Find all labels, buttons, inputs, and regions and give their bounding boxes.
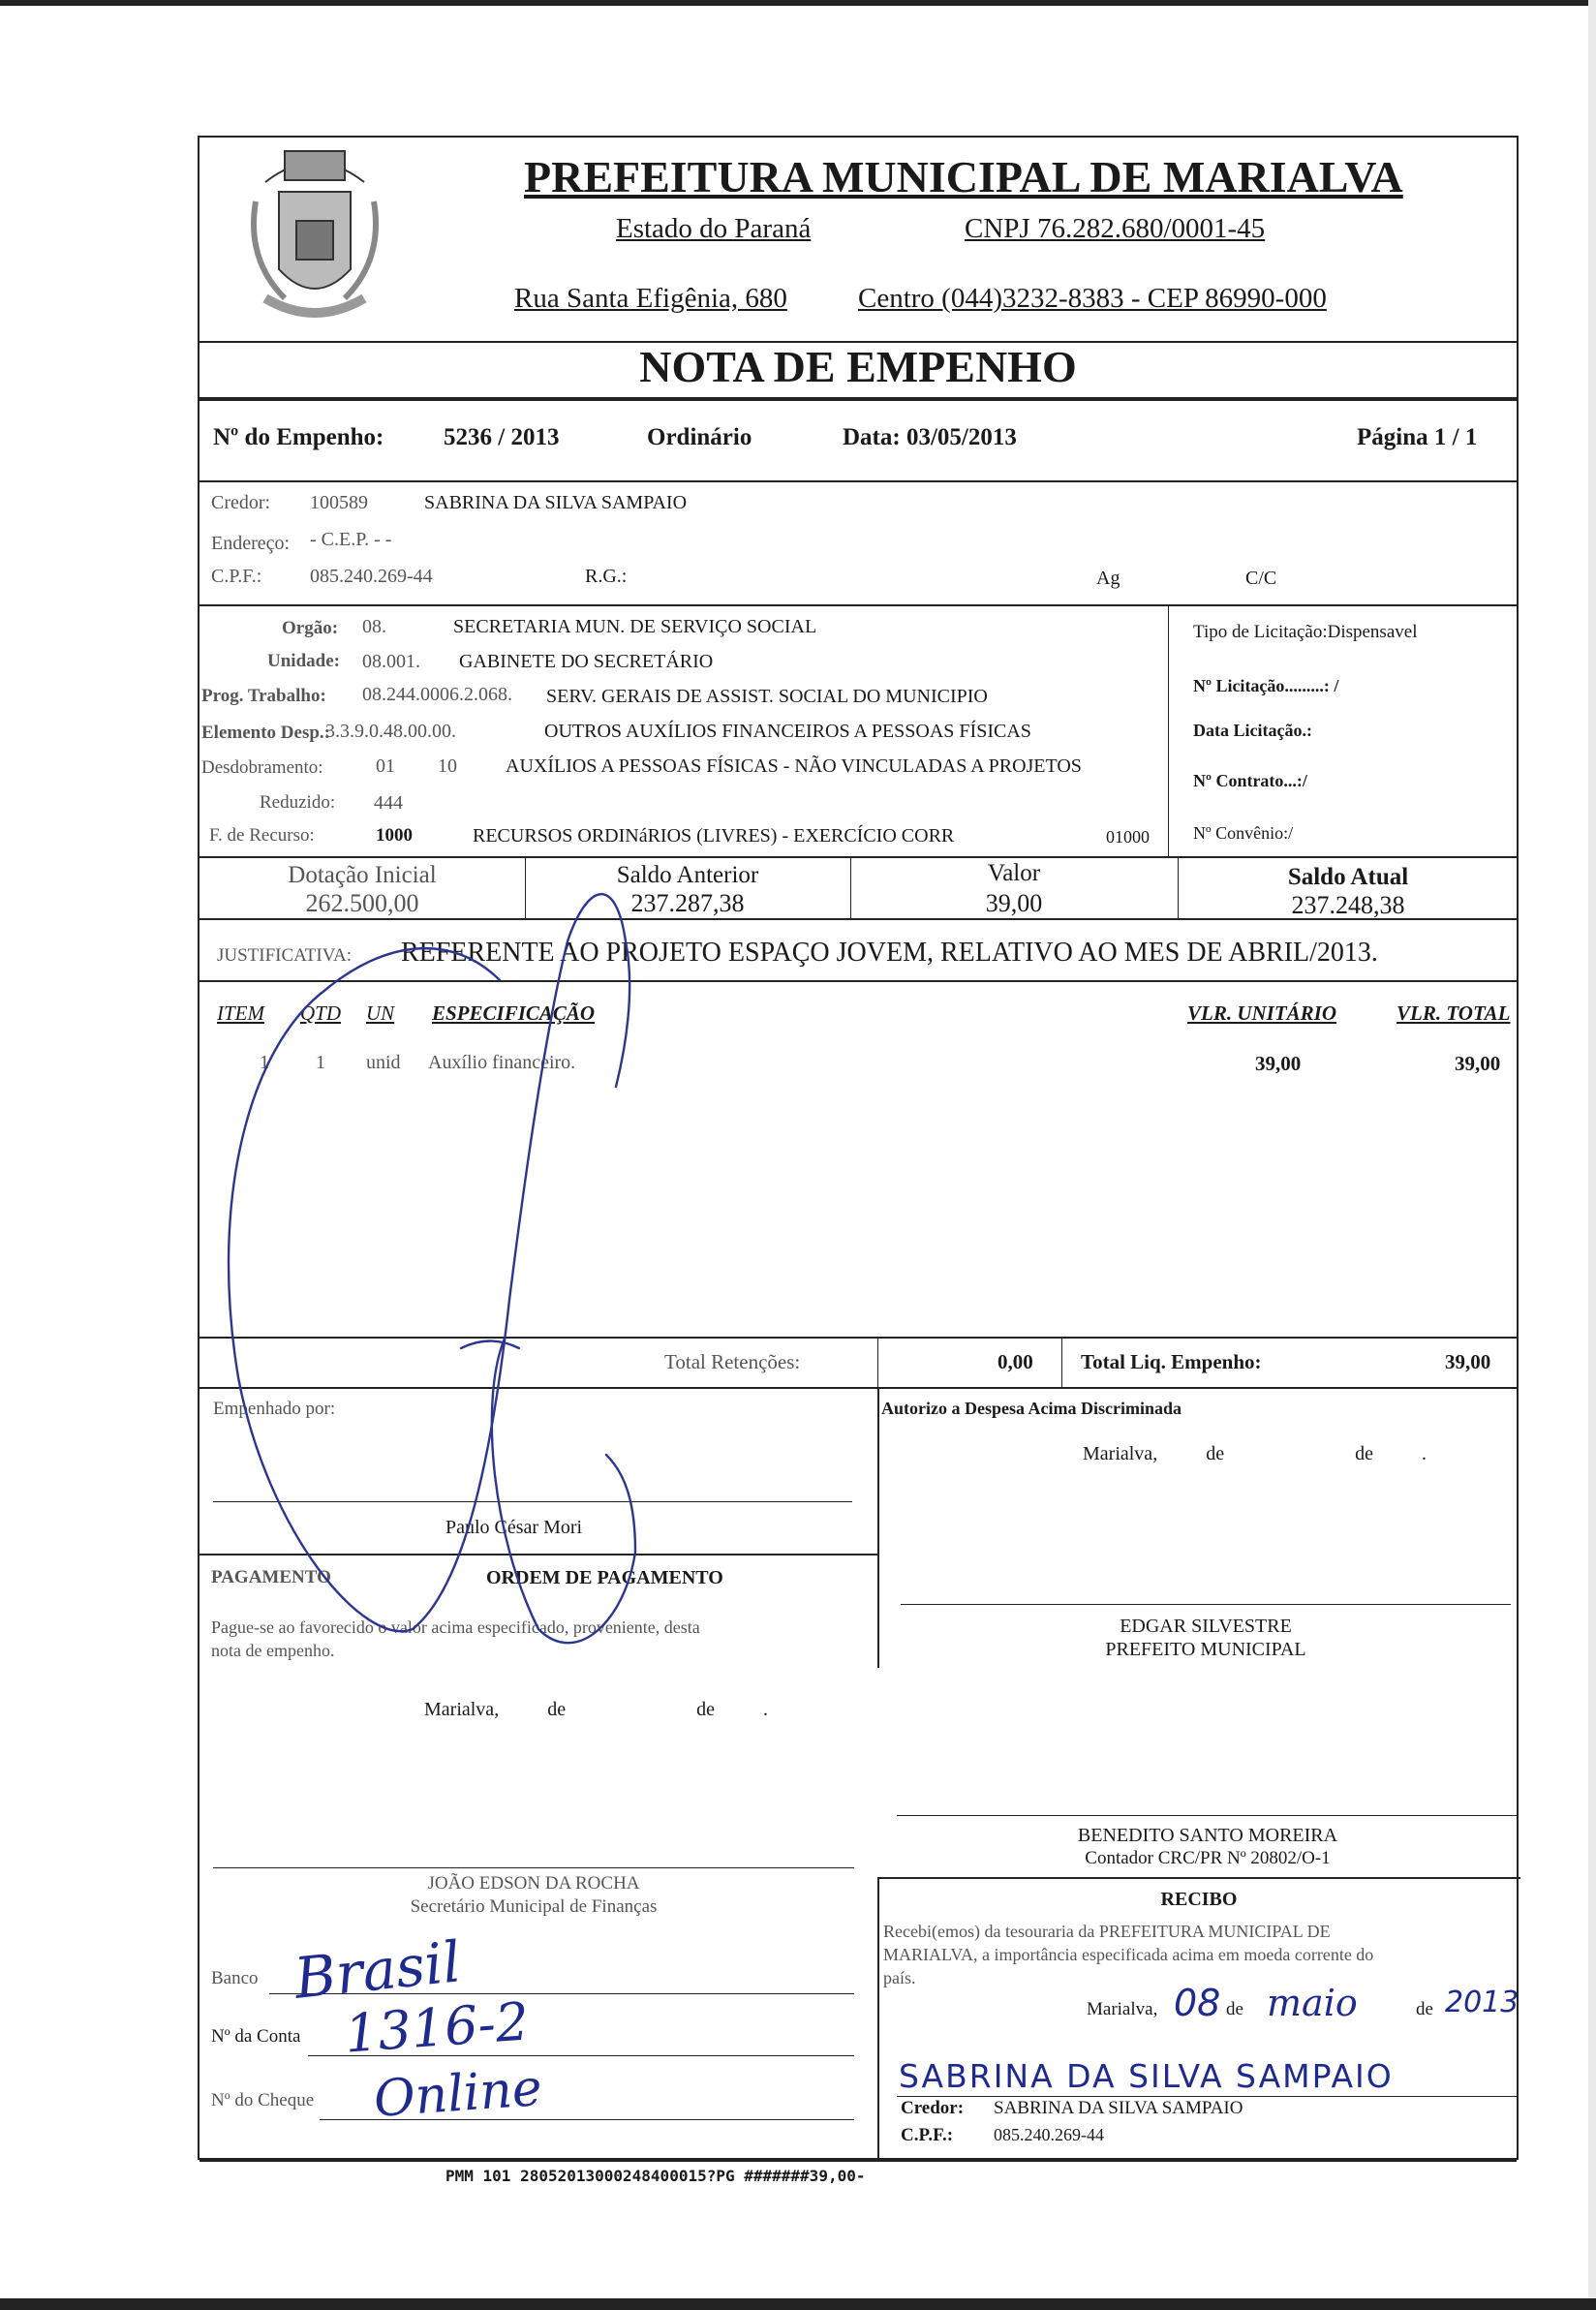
unidade-desc: GABINETE DO SECRETÁRIO [459,651,714,672]
numero-convenio: Nº Convênio:/ [1193,823,1294,843]
prog-code: 08.244.0006.2.068. [362,684,512,705]
justificativa-text: REFERENTE AO PROJETO ESPAÇO JOVEM, RELATIVO AO MES DE ABRIL/2013. [401,938,1378,968]
col-vlr-total: VLR. TOTAL [1396,1001,1511,1025]
elemento-desc: OUTROS AUXÍLIOS FINANCEIROS A PESSOAS FÍSICAS [544,721,1031,742]
col-item: ITEM [217,1001,264,1025]
retencoes-value: 0,00 [998,1350,1033,1373]
credor-code: 100589 [310,492,368,513]
desdobramento-code2: 10 [438,755,457,777]
recibo-de-2: de [1416,1999,1433,2019]
empenhado-name: Paulo César Mori [445,1517,583,1538]
prog-label: Prog. Trabalho: [201,686,326,706]
divider [1061,1337,1062,1387]
recibo-line-3: país. [883,1968,916,1987]
cc-label: C/C [1245,568,1277,589]
col-un: UN [366,1001,395,1025]
recibo-marialva: Marialva, [1087,1999,1158,2019]
cnpj-label: CNPJ 76.282.680/0001-45 [965,213,1266,244]
secretario-name: JOÃO EDSON DA ROCHA [427,1873,640,1894]
recibo-credor-name: SABRINA DA SILVA SAMPAIO [994,2098,1243,2118]
saldo-atual-value: 237.248,38 [1291,891,1405,919]
recibo-line-2: MARIALVA, a importância especificada acima em moeda corrente do [883,1945,1374,1964]
ordem-pagamento-label: ORDEM DE PAGAMENTO [486,1567,723,1588]
empenho-number: 5236 / 2013 [444,424,560,450]
state-label: Estado do Paraná [616,213,812,244]
orgao-code: 08. [362,616,386,637]
recibo-de-1: de [1226,1999,1243,2019]
credor-label: Credor: [211,492,271,513]
desdobramento-code1: 01 [376,755,395,777]
dotacao-value: 262.500,00 [305,889,419,917]
contador-name: BENEDITO SANTO MOREIRA [1077,1825,1338,1846]
scan-right-edge [1588,0,1596,2310]
recibo-line-1: Recebi(emos) da tesouraria da PREFEITURA MUNICIPAL DE [883,1922,1331,1941]
handwritten-recibo-signature: SABRINA DA SILVA SAMPAIO [899,2057,1394,2095]
empenho-date: Data: 03/05/2013 [843,424,1017,450]
divider [877,1877,879,2160]
handwritten-conta: 1316-2 [343,1990,531,2065]
divider [877,1387,879,1668]
retencoes-label: Total Retenções: [664,1350,801,1373]
col-qtd: QTD [300,1001,342,1025]
justificativa-label: JUSTIFICATIVA: [217,945,353,966]
divider [877,1337,878,1387]
rg-label: R.G.: [585,566,628,587]
unidade-code: 08.001. [362,651,420,672]
desdobramento-desc: AUXÍLIOS A PESSOAS FÍSICAS - NÃO VINCULADAS A PROJETOS [506,755,1082,777]
fonte-label: F. de Recurso: [209,825,315,846]
handwritten-cheque: Online [372,2059,544,2129]
cheque-label: Nº do Cheque [211,2090,315,2110]
handwritten-signature-overlay [170,796,848,1668]
signature-line [213,1867,854,1868]
handwritten-banco: Brasil [291,1928,464,2012]
signature-line [901,1604,1511,1605]
divider [200,397,1517,401]
item-row-item: 1 [260,1052,269,1073]
saldo-anterior-label: Saldo Anterior [616,862,759,888]
divider [200,604,1517,606]
empenho-type: Ordinário [647,424,752,450]
cpf-label: C.P.F.: [211,566,262,587]
item-row-total: 39,00 [1455,1052,1501,1075]
pagamento-date-line: Marialva, de de . [424,1699,768,1720]
divider [1168,604,1169,856]
total-liq-value: 39,00 [1445,1350,1491,1373]
signature-line [897,1815,1519,1816]
credor-name: SABRINA DA SILVA SAMPAIO [424,492,688,513]
numero-licitacao: Nº Licitação.........: / [1193,676,1339,695]
contador-title: Contador CRC/PR Nº 20802/O-1 [1085,1848,1331,1868]
empenhado-label: Empenhado por: [213,1399,336,1419]
handwritten-month: maio [1267,1982,1358,2024]
pague-line-1: Pague-se ao favorecido o valor acima especificado, proveniente, desta [211,1617,700,1637]
recibo-cpf-value: 085.240.269-44 [994,2125,1104,2144]
pagamento-label: PAGAMENTO [211,1567,331,1587]
reduzido-value: 444 [374,792,403,814]
saldo-atual-label: Saldo Atual [1287,864,1409,890]
nota-de-empenho-form [198,136,1519,2160]
handwritten-day: 08 [1174,1982,1221,2024]
conta-label: Nº da Conta [211,2026,301,2047]
item-row-espec: Auxílio financeiro. [428,1052,576,1073]
saldo-anterior-value: 237.287,38 [630,889,745,917]
prog-desc: SERV. GERAIS DE ASSIST. SOCIAL DO MUNICIPIO [546,686,988,707]
col-especificacao: ESPECIFICAÇÃO [432,1001,596,1025]
divider [200,480,1517,482]
secretario-title: Secretário Municipal de Finanças [410,1896,658,1917]
banco-label: Banco [211,1968,259,1988]
page-number: Página 1 / 1 [1357,424,1478,450]
coat-of-arms-icon [246,143,384,337]
fonte-code: 1000 [376,825,413,846]
item-row-qtd: 1 [316,1052,325,1073]
autorizo-label: Autorizo a Despesa Acima Discriminada [881,1399,1182,1418]
scan-bottom-edge [0,2298,1596,2310]
fonte-desc: RECURSOS ORDINáRIOS (LIVRES) - EXERCÍCIO CORR [473,825,955,847]
valor-label: Valor [987,860,1041,886]
autorizo-date-line: Marialva, de de . [1083,1443,1427,1464]
recibo-title: RECIBO [1160,1889,1238,1910]
total-liq-label: Total Liq. Empenho: [1081,1350,1262,1373]
scan-top-edge [0,0,1596,6]
signature-line [897,2096,1517,2097]
desdobramento-label: Desdobramento: [201,757,323,778]
divider [200,2160,1517,2162]
item-row-un: unid [366,1052,401,1073]
endereco-value: - C.E.P. - - [310,529,392,550]
prefeito-name: EDGAR SILVESTRE [1120,1616,1292,1637]
elemento-label: Elemento Desp.: [201,723,330,743]
empenho-number-label: Nº do Empenho: [213,424,384,450]
recibo-cpf-label: C.P.F.: [901,2125,954,2145]
unidade-label: Unidade: [267,651,340,671]
cpf-value: 085.240.269-44 [310,566,433,587]
orgao-label: Orgão: [282,618,339,638]
recibo-credor-label: Credor: [901,2098,965,2118]
pague-line-2: nota de empenho. [211,1641,335,1660]
reduzido-label: Reduzido: [260,792,336,813]
valor-value: 39,00 [985,889,1043,917]
handwritten-year: 2013 [1445,1986,1519,2019]
tipo-licitacao: Tipo de Licitação:Dispensavel [1193,622,1418,642]
data-licitacao: Data Licitação.: [1193,721,1312,740]
dotacao-label: Dotação Inicial [288,862,437,888]
item-row-unit: 39,00 [1255,1052,1302,1075]
municipality-title: PREFEITURA MUNICIPAL DE MARIALVA [524,152,1403,201]
doc-title: NOTA DE EMPENHO [639,342,1077,391]
footer-code: PMM 101 28052013000248400015?PG #######39,00- [445,2167,866,2185]
ag-label: Ag [1096,568,1120,589]
orgao-desc: SECRETARIA MUN. DE SERVIÇO SOCIAL [453,616,817,637]
fonte-num: 01000 [1106,827,1150,847]
elemento-code: 3.3.9.0.48.00.00. [325,721,456,742]
address-label: Rua Santa Efigênia, 680 [514,283,787,314]
col-vlr-unitario: VLR. UNITÁRIO [1187,1001,1337,1025]
divider [877,1877,1520,1879]
prefeito-title: PREFEITO MUNICIPAL [1105,1639,1306,1660]
district-phone-cep: Centro (044)3232-8383 - CEP 86990-000 [858,283,1327,314]
endereco-label: Endereço: [211,533,291,554]
numero-contrato: Nº Contrato...:/ [1193,771,1307,790]
